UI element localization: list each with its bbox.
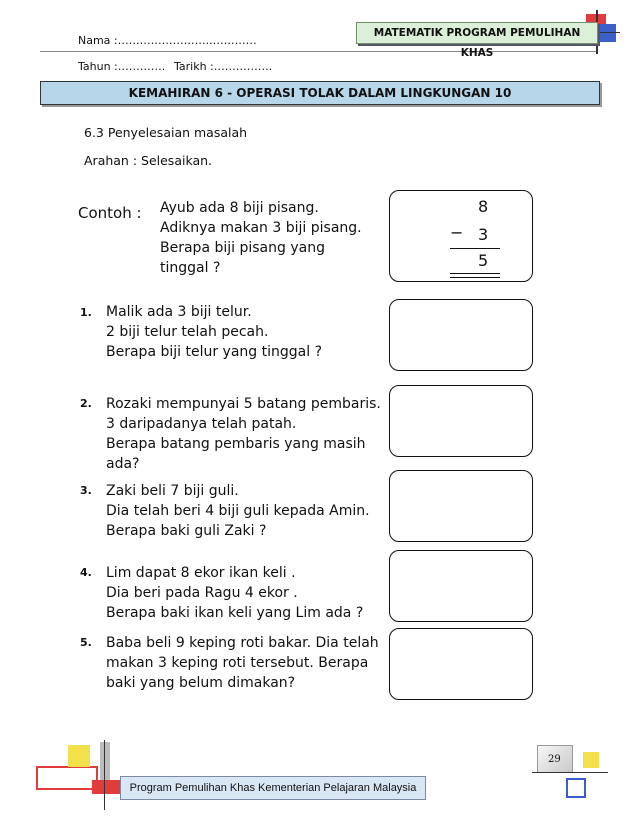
- example-result: 5: [478, 251, 489, 270]
- program-badge-label: MATEMATIK PROGRAM PEMULIHAN KHAS: [373, 27, 581, 59]
- answer-box[interactable]: [389, 470, 533, 542]
- footer-text: Program Pemulihan Khas Kementerian Pelajaran Malaysia: [129, 782, 417, 794]
- corner-decoration-square: [92, 780, 122, 794]
- question-number: 2.: [80, 397, 92, 410]
- answer-box[interactable]: [389, 385, 533, 457]
- double-underline: [450, 273, 500, 278]
- footer-bar: [120, 776, 426, 800]
- question-number: 3.: [80, 484, 92, 497]
- page-title: KEMAHIRAN 6 - OPERASI TOLAK DALAM LINGKUNGAN 10: [128, 86, 512, 100]
- example-text: Ayub ada 8 biji pisang. Adiknya makan 3 biji pisang. Berapa biji pisang yang tinggal ?: [160, 200, 362, 276]
- corner-decoration-line: [104, 740, 105, 810]
- minus-sign: −: [450, 223, 464, 242]
- corner-decoration-square: [598, 24, 616, 42]
- question-number: 1.: [80, 306, 92, 319]
- section-heading: 6.3 Penyelesaian masalah: [84, 125, 248, 140]
- skill-title-bar: [40, 81, 600, 105]
- corner-decoration-square: [566, 778, 586, 798]
- instruction-text: Arahan : Selesaikan.: [84, 153, 213, 168]
- program-badge: [356, 22, 598, 59]
- corner-decoration-line: [532, 772, 608, 773]
- year-field: Tahun :………….: [78, 60, 166, 73]
- corner-decoration-square: [68, 745, 90, 767]
- question-text: Zaki beli 7 biji guli. Dia telah beri 4 biji guli kepada Amin. Berapa baki guli Zaki ?: [106, 483, 370, 539]
- question-text: Rozaki mempunyai 5 batang pembaris. 3 daripadanya telah patah. Berapa batang pembaris yang masih ada?: [106, 396, 381, 472]
- answer-box[interactable]: [389, 628, 533, 700]
- sum-line: [450, 248, 500, 249]
- name-field: Nama :……………………..…………: [78, 34, 257, 47]
- example-label: Contoh :: [78, 204, 142, 222]
- question-number: 4.: [80, 566, 92, 579]
- answer-box[interactable]: [389, 299, 533, 371]
- date-field: Tarikh :…………….: [174, 60, 273, 73]
- page-number: 29: [548, 754, 561, 765]
- example-subtrahend: 3: [478, 225, 489, 244]
- corner-decoration-bottom-left: [36, 766, 98, 790]
- question-text: Malik ada 3 biji telur. 2 biji telur telah pecah. Berapa biji telur yang tinggal ?: [106, 304, 322, 360]
- question-number: 5.: [80, 636, 92, 649]
- answer-box[interactable]: [389, 550, 533, 622]
- question-text: Lim dapat 8 ekor ikan keli . Dia beri pada Ragu 4 ekor . Berapa baki ikan keli yang Lim ada ?: [106, 565, 364, 621]
- question-text: Baba beli 9 keping roti bakar. Dia telah makan 3 keping roti tersebut. Berapa baki yang belum dimakan?: [106, 635, 379, 691]
- example-minuend: 8: [478, 197, 489, 216]
- example-answer-box: [389, 190, 533, 282]
- corner-decoration-bottom: [583, 752, 599, 768]
